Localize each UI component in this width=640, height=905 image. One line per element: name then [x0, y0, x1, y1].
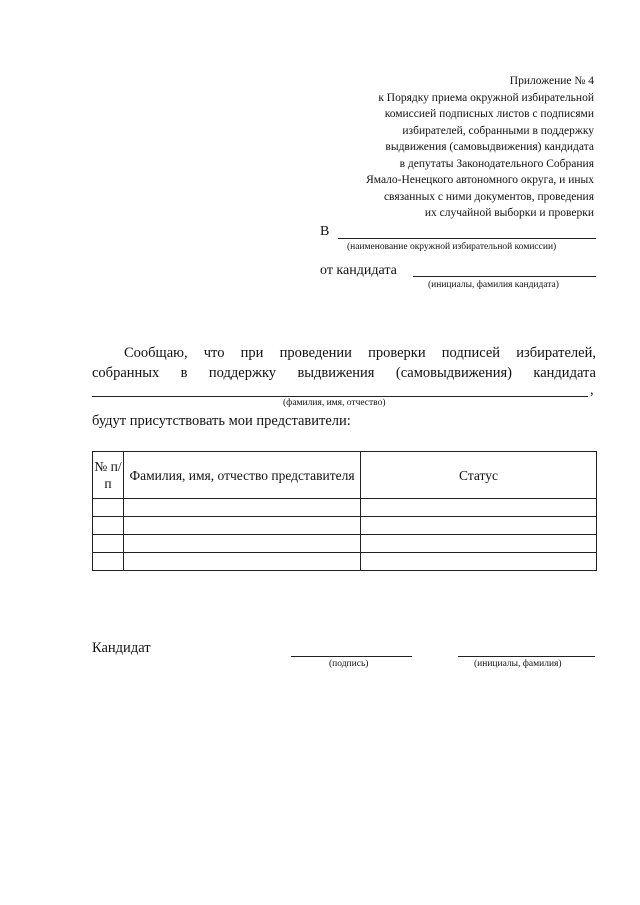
from-label: от кандидата	[320, 263, 397, 278]
appendix-line: избирателей, собранными в поддержку	[402, 124, 594, 137]
cell-number[interactable]	[93, 517, 124, 535]
signature-label: Кандидат	[92, 640, 151, 656]
word: (самовыдвижения)	[395, 365, 513, 381]
word: проверки	[368, 345, 426, 361]
representatives-table	[92, 451, 597, 571]
paragraph-line-2	[92, 363, 596, 383]
candidate-caption: (инициалы, фамилия кандидата)	[428, 280, 559, 290]
table-row	[93, 517, 597, 535]
word: проведении	[279, 345, 352, 361]
word: при	[240, 345, 264, 361]
paragraph-line-1	[124, 343, 596, 363]
col-name-header: Фамилия, имя, отчество представителя	[124, 452, 361, 499]
appendix-line: выдвижения (самовыдвижения) кандидата	[385, 141, 594, 153]
word: кандидата	[533, 365, 596, 381]
appendix-line: комиссией подписных листов с подписями	[384, 108, 594, 120]
table-row	[93, 499, 597, 517]
candidate-initials-field[interactable]	[413, 276, 596, 277]
table-row	[93, 535, 597, 553]
paragraph-line-4: будут присутствовать мои представители:	[92, 413, 351, 429]
comma: ,	[590, 382, 594, 398]
col-status-header: Статус	[361, 452, 597, 499]
appendix-line: Приложение № 4	[509, 75, 594, 87]
appendix-line: Ямало-Ненецкого автономного округа, и иных	[366, 174, 594, 186]
cell-status[interactable]	[361, 535, 597, 553]
cell-status[interactable]	[361, 553, 597, 571]
word: выдвижения	[297, 365, 375, 381]
cell-number[interactable]	[93, 553, 124, 571]
cell-name[interactable]	[124, 499, 361, 517]
word: в	[180, 365, 188, 381]
cell-status[interactable]	[361, 517, 597, 535]
word: избирателей,	[516, 345, 596, 361]
fullname-caption: (фамилия, имя, отчество)	[283, 398, 386, 408]
word: что	[203, 345, 225, 361]
appendix-line: связанных с ними документов, проведения	[383, 190, 594, 203]
signature-field[interactable]	[291, 656, 412, 657]
appendix-header	[300, 73, 594, 222]
col-number-header: № п/п	[93, 452, 124, 499]
appendix-line: в депутаты Законодательного Собрания	[399, 157, 594, 170]
table-row	[93, 553, 597, 571]
appendix-line: к Порядку приема окружной избирательной	[378, 91, 594, 104]
table-header-row	[93, 452, 597, 499]
cell-number[interactable]	[93, 499, 124, 517]
word: собранных	[92, 365, 160, 381]
commission-caption: (наименование окружной избирательной комиссии)	[347, 242, 557, 252]
cell-name[interactable]	[124, 535, 361, 553]
cell-number[interactable]	[93, 535, 124, 553]
word: поддержку	[208, 365, 277, 381]
signer-name-field[interactable]	[458, 656, 595, 657]
signer-name-caption: (инициалы, фамилия)	[474, 659, 562, 669]
cell-name[interactable]	[124, 553, 361, 571]
cell-status[interactable]	[361, 499, 597, 517]
word: подписей	[441, 345, 501, 361]
to-label: В	[320, 224, 330, 239]
cell-name[interactable]	[124, 517, 361, 535]
signature-caption: (подпись)	[329, 659, 369, 669]
commission-name-field[interactable]	[338, 238, 596, 239]
candidate-fullname-field[interactable]	[92, 396, 588, 397]
appendix-line: их случайной выборки и проверки	[424, 207, 594, 219]
word: Сообщаю,	[124, 345, 188, 361]
